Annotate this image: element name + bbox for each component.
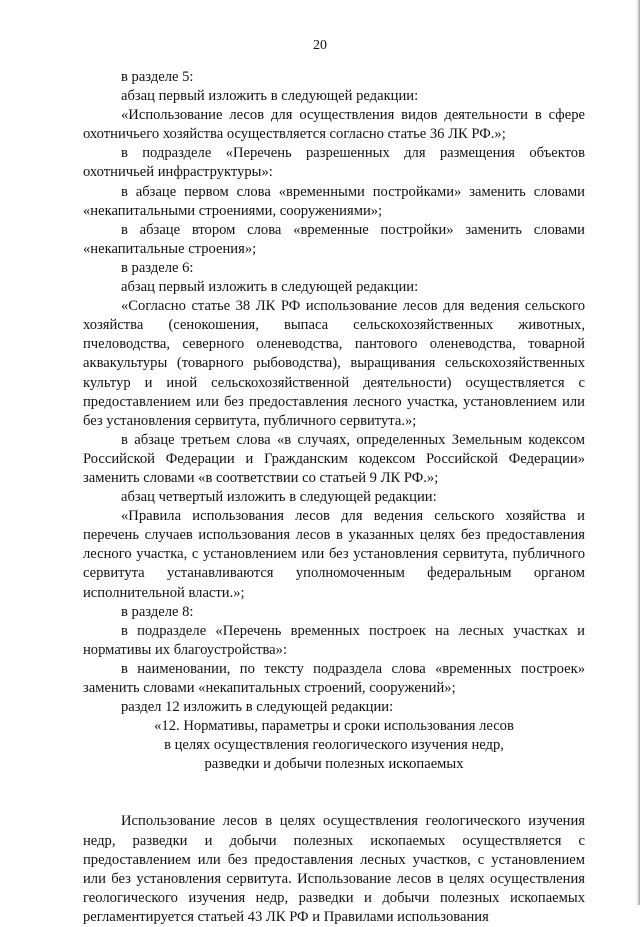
paragraph: в подразделе «Перечень временных построек на лесных участках и нормативы их благоустройства»: — [83, 622, 585, 658]
paragraph: в абзаце втором слова «временные постройки» заменить словами «некапитальные строения»; — [83, 221, 585, 257]
section-heading-line-1: «12. Нормативы, параметры и сроки использования лесов — [154, 718, 514, 735]
paragraph: в наименовании, по тексту подраздела слова «временных построек» заменить словами «некапитальных строений, сооружений»; — [83, 660, 585, 696]
paragraph: абзац четвертый изложить в следующей редакции: — [121, 489, 437, 506]
page-number: 20 — [313, 38, 327, 53]
paragraph: в подразделе «Перечень разрешенных для размещения объектов охотничьей инфраструктуры»: — [83, 145, 585, 181]
paragraph: абзац первый изложить в следующей редакции: — [121, 279, 419, 296]
paragraph-section-8: в разделе 8: — [121, 603, 194, 620]
section-spacer — [83, 774, 585, 812]
paragraph: «Правила использования лесов для ведения сельского хозяйства и перечень случаев использования лесов в указанных целях без предоставления лесного участка, с установлением или без установления сервитута, публичного сервитута устанавливаются уполномоченным федеральным органом исполнительной власти.»; — [83, 508, 585, 601]
paragraph: «Согласно статье 38 ЛК РФ использование лесов для ведения сельского хозяйства (сенокошения, выпаса сельскохозяйственных животных, пчеловодства, северного оленеводства, пантового оленеводства, товарной аквакультуры (товарного рыбоводства), выращивания сельскохозяйственных культур и иной сельскохозяйственной деятельности) осуществляется с предоставлением или без предоставления лесного участка, установлением или без установления сервитута, публичного сервитута.»; — [83, 298, 585, 429]
paragraph: раздел 12 изложить в следующей редакции: — [121, 699, 394, 716]
document-body — [83, 68, 585, 927]
section-heading-line-3: разведки и добычи полезных ископаемых — [204, 756, 464, 773]
section-heading-line-2: в целях осуществления геологического изучения недр, — [164, 737, 504, 754]
paragraph: в абзаце третьем слова «в случаях, определенных Земельным кодексом Российской Федерации и Гражданским кодексом Российской Федерации» заменить словами «в соответствии со статьей 9 ЛК РФ.»; — [83, 431, 585, 486]
scan-edge-shadow — [636, 0, 640, 905]
final-paragraph: Использование лесов в целях осуществления геологического изучения недр, разведки и добычи полезных ископаемых осуществляется с предоставлением или без предоставления лесных участков, с установлением или без установления сервитута. Использование лесов в целях осуществления геологического изучения недр, разведки и добычи полезных ископаемых регламентируется статьей 43 ЛК РФ и Правилами использования — [83, 813, 585, 925]
paragraph-section-5: в разделе 5: — [121, 69, 194, 85]
paragraph: абзац первый изложить в следующей редакции: — [121, 88, 419, 105]
paragraph: «Использование лесов для осуществления видов деятельности в сфере охотничьего хозяйства осуществляется согласно статье 36 ЛК РФ.»; — [83, 107, 585, 143]
paragraph-section-6: в разделе 6: — [121, 259, 194, 276]
paragraph: в абзаце первом слова «временными постройками» заменить словами «некапитальными строениями, сооружениями»; — [83, 183, 585, 219]
